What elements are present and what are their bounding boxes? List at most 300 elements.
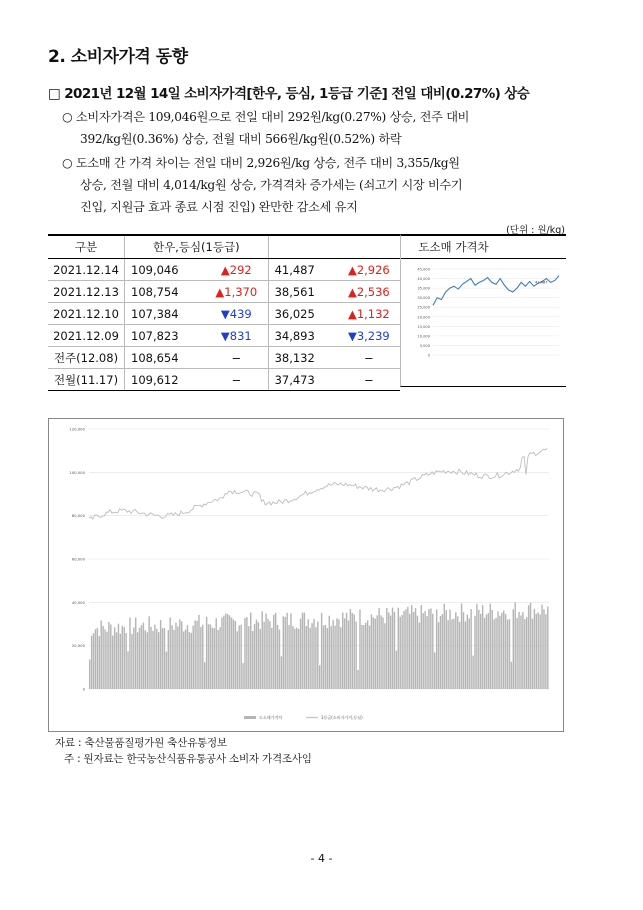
price-gap-bar (405, 609, 406, 689)
price-gap-bar (457, 616, 458, 689)
gap-change: − (338, 369, 400, 391)
table-row (48, 369, 400, 391)
price-gap-bar (262, 611, 263, 689)
table-row (48, 281, 400, 303)
price-gap-bar (237, 631, 238, 689)
price-gap-bar (302, 613, 303, 689)
price-gap-bar (407, 607, 408, 689)
price-gap-bar (194, 620, 195, 689)
price-gap-bar (432, 614, 433, 689)
price-gap-bar (444, 604, 445, 689)
price-gap-bar (91, 636, 92, 689)
price-gap-bar (499, 616, 500, 689)
price-gap-bar (539, 614, 540, 689)
price-gap-bar (373, 617, 374, 689)
price-gap-bar (118, 624, 119, 689)
price-gap-bar (114, 627, 115, 689)
price-value: 109,612 (125, 369, 206, 391)
row-label: 2021.12.10 (48, 303, 125, 325)
price-gap-bar (357, 670, 358, 689)
price-gap-bar (545, 614, 546, 689)
bullet-1-line-2: 392/kg원(0.36%) 상승, 전월 대비 566원/kg원(0.52%) 하락 (80, 132, 402, 146)
price-gap-bar (340, 627, 341, 689)
price-gap-bar (388, 612, 389, 689)
price-gap-bar (520, 615, 521, 689)
price-gap-bar (528, 605, 529, 689)
price-gap-bar (204, 662, 205, 689)
price-gap-bar (469, 618, 470, 689)
price-gap-bar (313, 619, 314, 689)
price-gap-bar (423, 613, 424, 689)
legend-label-gap: 도소매가격차 (259, 715, 283, 720)
row-label: 전주(12.08) (48, 347, 125, 369)
price-gap-bar (436, 609, 437, 689)
gap-value: 37,473 (268, 369, 338, 391)
y-tick-label: 5,000 (419, 343, 430, 348)
price-gap-bar (434, 653, 435, 689)
annotation-label: 41,487 (535, 280, 548, 285)
price-gap-bar (465, 621, 466, 689)
price-gap-bar (129, 617, 130, 689)
gap-value: 38,132 (268, 347, 338, 369)
price-gap-bar (338, 619, 339, 689)
subheading: □ 2021년 12월 14일 소비자가격[한우, 등심, 1등급 기준] 전일 대비(0.27%) 상승 (48, 86, 530, 102)
price-gap-bar (254, 624, 255, 689)
price-gap-bar (258, 622, 259, 689)
price-gap-bar (214, 628, 215, 689)
price-gap-bar (219, 627, 220, 689)
price-gap-bar (152, 631, 153, 689)
price-gap-bar (102, 626, 103, 689)
price-gap-bar (359, 609, 360, 689)
price-gap-bar (296, 628, 297, 689)
price-gap-bar (350, 609, 351, 689)
price-gap-bar (308, 619, 309, 689)
price-gap-bar (315, 627, 316, 689)
price-gap-bar (231, 617, 232, 689)
price-gap-bar (329, 616, 330, 689)
table-row (48, 325, 400, 347)
col-header-gap: 도소매 가격차 (418, 240, 489, 254)
price-gap-bar (526, 617, 527, 689)
price-gap-bar (210, 624, 211, 689)
price-gap-bar (97, 628, 98, 689)
price-gap-bar (336, 618, 337, 689)
price-change: ▼831 (205, 325, 268, 347)
price-gap-bar (131, 634, 132, 689)
price-gap-bar (451, 619, 452, 689)
y-tick-label: 20,000 (71, 643, 85, 649)
section-heading: 2. 소비자가격 동향 (48, 47, 188, 67)
price-gap-bar (375, 619, 376, 689)
price-gap-bar (154, 625, 155, 689)
row-label: 2021.12.14 (48, 259, 125, 281)
price-gap-bar (480, 614, 481, 689)
price-gap-bar (309, 628, 310, 689)
bullet-2-line-1: ○ 도소매 간 가격 차이는 전일 대비 2,926원/kg 상승, 전주 대비 3,355/kg원 (62, 156, 460, 170)
price-gap-bar (415, 608, 416, 689)
price-gap-bar (300, 619, 301, 689)
price-gap-bar (286, 613, 287, 689)
price-gap-bar (455, 612, 456, 689)
price-gap-bar (371, 614, 372, 689)
price-change: ▲292 (205, 259, 268, 281)
price-gap-bar (403, 611, 404, 689)
price-gap-bar (530, 603, 531, 689)
price-gap-bar (532, 619, 533, 689)
price-gap-bar (541, 605, 542, 689)
price-gap-bar (248, 626, 249, 689)
price-gap-bar (108, 622, 109, 689)
source-note: 자료 : 축산물품질평가원 축산유통정보 (55, 737, 227, 749)
price-gap-bar (99, 636, 100, 689)
price-gap-bar (124, 627, 125, 689)
price-gap-bar (275, 613, 276, 689)
price-gap-bar (486, 615, 487, 689)
price-gap-bar (116, 632, 117, 689)
long-term-chart-panel (48, 418, 564, 732)
price-gap-bar (95, 629, 96, 689)
price-gap-bar (250, 613, 251, 689)
price-gap-bar (478, 610, 479, 689)
price-gap-bar (323, 626, 324, 689)
price-gap-bar (162, 628, 163, 689)
gap-change: − (338, 347, 400, 369)
y-tick-label: 45,000 (417, 267, 430, 272)
price-gap-bar (273, 615, 274, 689)
price-gap-bar (306, 626, 307, 689)
price-value: 109,046 (125, 259, 206, 281)
y-tick-label: 35,000 (417, 286, 430, 291)
price-change: ▼439 (205, 303, 268, 325)
price-gap-bar (217, 630, 218, 689)
mini-line-chart (401, 257, 566, 386)
price-gap-bar (524, 619, 525, 689)
price-gap-bar (492, 610, 493, 689)
price-gap-bar (509, 619, 510, 689)
price-gap-bar (283, 616, 284, 689)
price-change: − (205, 369, 268, 391)
price-gap-bar (461, 604, 462, 689)
price-gap-bar (472, 656, 473, 689)
price-gap-bar (447, 620, 448, 689)
price-gap-bar (93, 633, 94, 689)
price-gap-bar (421, 605, 422, 689)
price-gap-bar (419, 623, 420, 689)
remark-note: 주 : 원자료는 한국농산식품유통공사 소비자 가격조사임 (64, 753, 312, 765)
table-row (48, 347, 400, 369)
price-gap-bar (334, 626, 335, 689)
price-gap-bar (493, 619, 494, 689)
price-gap-bar (290, 613, 291, 689)
price-gap-bar (147, 632, 148, 689)
price-gap-bar (235, 621, 236, 689)
price-gap-bar (239, 625, 240, 689)
price-gap-bar (459, 622, 460, 689)
price-gap-bar (342, 613, 343, 689)
long-term-chart (49, 419, 563, 731)
price-gap-bar (298, 629, 299, 689)
price-gap-bar (133, 628, 134, 689)
price-gap-bar (382, 617, 383, 689)
y-tick-label: 40,000 (71, 599, 85, 605)
bullet-2-line-2: 상승, 전월 대비 4,014/kg원 상승, 가격격차 증가세는 (쇠고기 시장 비수기 (80, 178, 463, 192)
price-gap-bar (369, 626, 370, 689)
price-gap-bar (263, 622, 264, 689)
price-gap-bar (311, 623, 312, 689)
price-gap-bar (292, 626, 293, 689)
y-tick-label: 0 (82, 686, 85, 692)
price-gap-bar (490, 604, 491, 689)
price-gap-bar (474, 616, 475, 689)
price-gap-bar (503, 611, 504, 689)
price-gap-bar (346, 613, 347, 689)
price-value: 107,823 (125, 325, 206, 347)
price-gap-bar (501, 613, 502, 689)
price-gap-bar (120, 634, 121, 689)
unit-label: (단위 : 원/kg) (506, 225, 565, 236)
gap-change: ▲2,536 (338, 281, 400, 303)
price-gap-bar (516, 618, 517, 689)
price-gap-bar (193, 626, 194, 689)
price-gap-bar (143, 623, 144, 689)
price-table (48, 234, 400, 391)
price-gap-bar (430, 608, 431, 689)
price-gap-bar (223, 616, 224, 689)
price-gap-bar (396, 651, 397, 689)
price-gap-bar (202, 625, 203, 689)
gap-change: ▼3,239 (338, 325, 400, 347)
bullet-1-line-1: ○ 소비자가격은 109,046원으로 전일 대비 292원/kg(0.27%) 상승, 전주 대비 (62, 110, 470, 124)
price-gap-bar (304, 613, 305, 689)
price-gap-bar (212, 628, 213, 689)
price-gap-bar (185, 630, 186, 689)
price-gap-bar (446, 610, 447, 689)
price-gap-bar (181, 621, 182, 689)
price-gap-bar (534, 609, 535, 689)
price-gap-bar (277, 625, 278, 689)
price-gap-bar (171, 625, 172, 689)
price-gap-bar (160, 620, 161, 689)
price-gap-bar (495, 618, 496, 689)
price-gap-bar (321, 613, 322, 689)
price-gap-bar (175, 623, 176, 689)
y-tick-label: 10,000 (417, 334, 430, 339)
price-gap-bar (252, 631, 253, 689)
price-gap-bar (183, 631, 184, 689)
price-gap-bar (242, 663, 243, 689)
y-tick-label: 30,000 (417, 296, 430, 301)
price-gap-bar (449, 610, 450, 689)
price-gap-bar (367, 620, 368, 689)
page-number: - 4 - (310, 852, 333, 865)
y-tick-label: 60,000 (71, 556, 85, 562)
price-gap-bar (125, 633, 126, 689)
price-gap-bar (417, 616, 418, 689)
price-gap-bar (352, 613, 353, 689)
price-gap-bar (390, 616, 391, 689)
price-gap-bar (191, 633, 192, 689)
y-tick-label: 80,000 (71, 513, 85, 519)
price-gap-bar (271, 628, 272, 689)
gap-change: ▲2,926 (338, 259, 400, 281)
price-gap-bar (453, 619, 454, 689)
price-gap-bar (505, 614, 506, 689)
price-gap-bar (240, 625, 241, 689)
mini-chart-panel (400, 257, 566, 387)
price-gap-bar (409, 614, 410, 689)
price-gap-bar (386, 608, 387, 689)
price-gap-bar (166, 652, 167, 689)
price-gap-bar (164, 628, 165, 689)
price-gap-bar (331, 626, 332, 689)
price-gap-bar (269, 621, 270, 689)
bullet-2-line-3: 진입, 지원금 효과 종료 시점 진입) 완만한 감소세 유지 (80, 200, 358, 214)
price-gap-bar (156, 629, 157, 689)
price-gap-bar (470, 609, 471, 689)
price-gap-bar (173, 630, 174, 689)
price-gap-bar (233, 620, 234, 689)
price-gap-bar (221, 618, 222, 689)
y-tick-label: 25,000 (417, 305, 430, 310)
price-gap-bar (246, 617, 247, 689)
price-gap-bar (112, 636, 113, 689)
price-gap-bar (189, 632, 190, 689)
price-gap-bar (177, 627, 178, 689)
price-gap-bar (348, 621, 349, 689)
price-gap-bar (244, 618, 245, 689)
price-gap-bar (288, 625, 289, 689)
price-gap-bar (101, 620, 102, 689)
price-gap-bar (378, 608, 379, 689)
price-gap-bar (139, 628, 140, 689)
price-gap-bar (267, 619, 268, 689)
price-gap-bar (467, 614, 468, 689)
gap-value: 36,025 (268, 303, 338, 325)
price-gap-bar (208, 624, 209, 689)
price-gap-bar (196, 621, 197, 689)
price-gap-bar (127, 651, 128, 689)
price-gap-bar (135, 617, 136, 689)
y-tick-label: 120,000 (69, 426, 85, 432)
price-value: 107,384 (125, 303, 206, 325)
price-gap-bar (511, 662, 512, 689)
price-gap-bar (148, 616, 149, 689)
price-gap-bar (355, 622, 356, 689)
y-tick-label: 0 (427, 353, 430, 358)
price-gap-bar (206, 617, 207, 689)
price-gap-bar (285, 617, 286, 689)
gap-value: 34,893 (268, 325, 338, 347)
price-gap-bar (440, 616, 441, 689)
price-gap-bar (513, 609, 514, 689)
col-header-category: 구분 (48, 235, 125, 259)
price-gap-bar (279, 630, 280, 689)
price-gap-bar (294, 629, 295, 689)
price-gap-bar (260, 629, 261, 689)
price-gap-bar (394, 612, 395, 689)
price-gap-bar (518, 612, 519, 689)
price-gap-bar (361, 625, 362, 689)
y-tick-label: 40,000 (417, 277, 430, 282)
price-gap-bar (89, 660, 90, 689)
price-gap-bar (325, 625, 326, 689)
price-gap-bar (380, 615, 381, 689)
price-gap-bar (110, 624, 111, 689)
price-gap-bar (354, 614, 355, 689)
price-gap-bar (229, 615, 230, 689)
price-gap-bar (377, 615, 378, 689)
price-gap-bar (104, 629, 105, 689)
price-change: ▲1,370 (205, 281, 268, 303)
price-gap-bar (332, 620, 333, 689)
y-tick-label: 100,000 (69, 469, 85, 475)
row-label: 2021.12.09 (48, 325, 125, 347)
row-label: 2021.12.13 (48, 281, 125, 303)
legend-label-consumer: 1등급(소비자가격,등심) (321, 715, 363, 720)
price-gap-bar (392, 608, 393, 689)
price-gap-bar (424, 611, 425, 689)
price-gap-bar (515, 602, 516, 689)
price-gap-bar (227, 614, 228, 689)
gap-change: ▲1,132 (338, 303, 400, 325)
col-header-price: 한우,등심(1등급) (125, 235, 269, 259)
price-gap-bar (426, 616, 427, 689)
price-gap-bar (411, 605, 412, 689)
gap-header-cell (400, 234, 566, 259)
table-row (48, 303, 400, 325)
price-gap-bar (438, 622, 439, 689)
price-gap-bar (547, 606, 548, 689)
price-gap-bar (400, 617, 401, 689)
price-gap-bar (522, 612, 523, 689)
price-gap-bar (413, 612, 414, 689)
price-gap-bar (484, 618, 485, 689)
price-gap-bar (398, 608, 399, 689)
price-gap-bar (365, 623, 366, 689)
price-gap-bar (488, 613, 489, 689)
gap-value: 41,487 (268, 259, 338, 281)
price-gap-bar (179, 619, 180, 689)
price-gap-bar (507, 620, 508, 689)
price-gap-bar (106, 632, 107, 689)
price-gap-bar (384, 623, 385, 689)
price-gap-bar (187, 625, 188, 689)
price-gap-bar (536, 614, 537, 689)
price-gap-bar (168, 630, 169, 689)
y-tick-label: 15,000 (417, 324, 430, 329)
price-gap-bar (265, 614, 266, 689)
price-gap-bar (141, 625, 142, 689)
table-row (48, 259, 400, 281)
price-gap-bar (442, 614, 443, 689)
price-gap-bar (497, 611, 498, 689)
price-gap-bar (137, 632, 138, 689)
price-gap-bar (319, 665, 320, 689)
price-gap-bar (317, 621, 318, 689)
price-gap-bar (476, 604, 477, 689)
price-gap-bar (216, 618, 217, 689)
price-gap-bar (538, 612, 539, 689)
price-gap-bar (401, 615, 402, 689)
price-gap-bar (428, 609, 429, 689)
price-gap-bar (256, 620, 257, 689)
gap-value: 38,561 (268, 281, 338, 303)
row-label: 전월(11.17) (48, 369, 125, 391)
price-gap-bar (281, 656, 282, 689)
price-gap-bar (145, 630, 146, 689)
price-gap-bar (344, 618, 345, 689)
